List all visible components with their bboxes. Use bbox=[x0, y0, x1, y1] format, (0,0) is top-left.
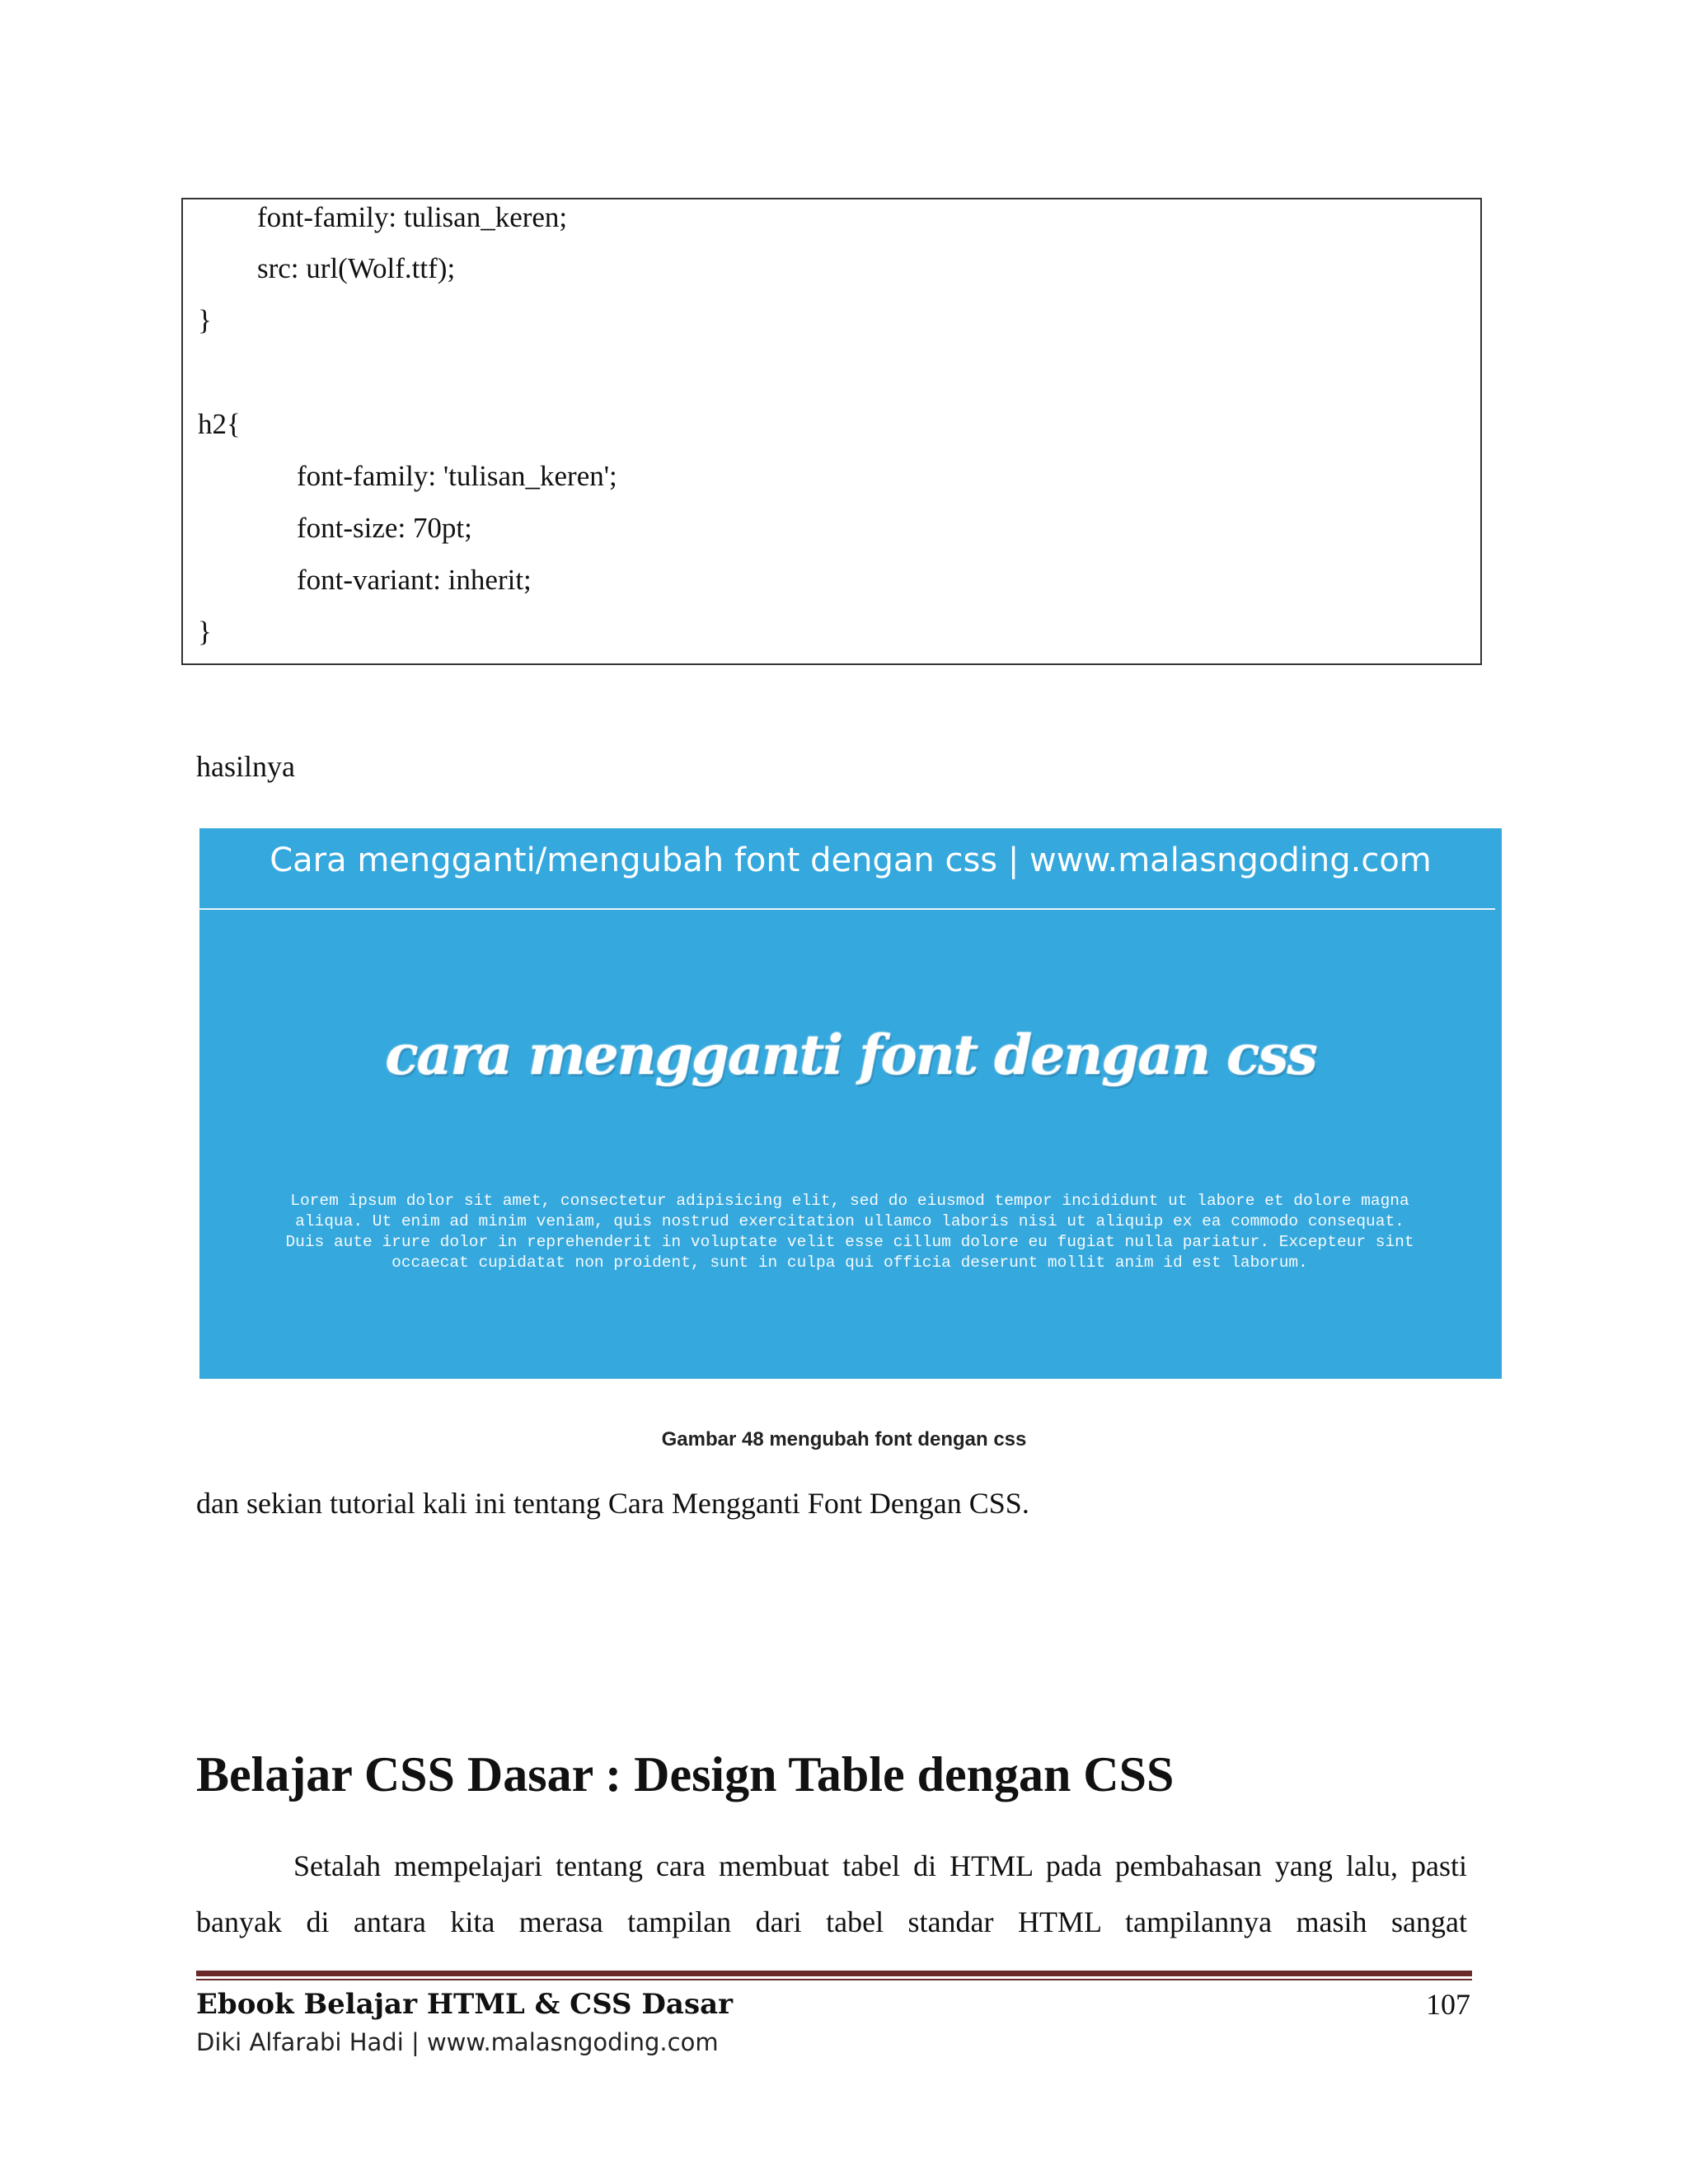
lorem-line: Lorem ipsum dolor sit amet, consectetur adipisicing elit, sed do eiusmod tempor incididunt ut labore et dolore magna bbox=[290, 1192, 1409, 1210]
paragraph-text: Setalah mempelajari tentang cara membuat tabel di HTML pada pembahasan yang lalu, pasti banyak di antara kita merasa tampilan dari tabel standar HTML tampilannya masih sangat bbox=[196, 1849, 1467, 1938]
lorem-line: Duis aute irure dolor in reprehenderit in voluptate velit esse cillum dolore eu fugiat nulla pariatur. Excepteur sint bbox=[285, 1233, 1414, 1251]
code-line: } bbox=[198, 304, 212, 336]
code-line: font-family: tulisan_keren; bbox=[257, 201, 568, 233]
code-line: src: url(Wolf.ttf); bbox=[257, 252, 456, 284]
figure-caption: Gambar 48 mengubah font dengan css bbox=[661, 1428, 1027, 1451]
header-divider bbox=[199, 908, 1495, 910]
section-heading: Belajar CSS Dasar : Design Table dengan CSS bbox=[196, 1747, 1175, 1802]
lorem-paragraph bbox=[203, 1191, 1497, 1273]
section-paragraph bbox=[196, 1838, 1467, 1950]
code-block bbox=[181, 198, 1482, 665]
code-line: } bbox=[198, 616, 212, 648]
lorem-line: occaecat cupidatat non proident, sunt in culpa qui officia deserunt mollit anim id est laborum. bbox=[392, 1254, 1308, 1272]
footer-rule bbox=[196, 1971, 1472, 1976]
code-line: h2{ bbox=[198, 408, 241, 440]
page-number: 107 bbox=[1426, 1988, 1470, 2021]
closing-sentence: dan sekian tutorial kali ini tentang Cara Mengganti Font Dengan CSS. bbox=[196, 1487, 1029, 1520]
custom-font-heading: cara mengganti font dengan css bbox=[385, 1023, 1316, 1087]
footer-rule-thin bbox=[196, 1979, 1472, 1980]
lorem-line: aliqua. Ut enim ad minim veniam, quis nostrud exercitation ullamco laboris nisi ut aliquip ex ea commodo consequat. bbox=[295, 1212, 1404, 1230]
footer-author: Diki Alfarabi Hadi | www.malasngoding.com bbox=[196, 2028, 719, 2056]
screenshot-header: Cara mengganti/mengubah font dengan css | www.malasngoding.com bbox=[270, 841, 1432, 879]
code-line: font-size: 70pt; bbox=[297, 512, 472, 544]
code-line: font-family: 'tulisan_keren'; bbox=[297, 460, 617, 492]
footer-book-title: Ebook Belajar HTML & CSS Dasar bbox=[196, 1988, 734, 2021]
intro-text: hasilnya bbox=[196, 750, 295, 783]
result-screenshot bbox=[199, 828, 1502, 1379]
code-line: font-variant: inherit; bbox=[297, 564, 532, 596]
